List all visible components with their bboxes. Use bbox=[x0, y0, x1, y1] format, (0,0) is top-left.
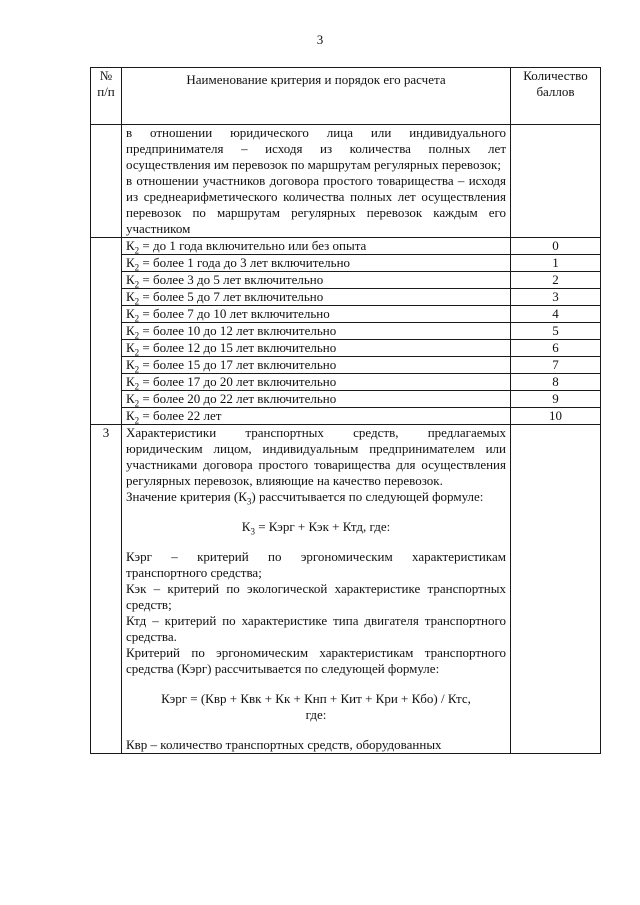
kerg-intro: Критерий по эргономическим характеристикам транспортного средства (Кэрг) рассчитывается по следующей формуле: bbox=[126, 645, 506, 676]
k2-points: 9 bbox=[511, 391, 601, 408]
k2-row bbox=[91, 374, 601, 391]
k2-row bbox=[91, 391, 601, 408]
k2-points: 5 bbox=[511, 323, 601, 340]
k2-row bbox=[91, 272, 601, 289]
k2-criterion: $К_2$ = более 1 года до 3 лет включительно bbox=[122, 255, 511, 272]
k2-points: 7 bbox=[511, 357, 601, 374]
k2-row bbox=[91, 323, 601, 340]
k3-intro: Значение критерия $(К_3)$ рассчитывается по следующей формуле: bbox=[126, 489, 484, 507]
k2-points: 8 bbox=[511, 374, 601, 391]
k2-row bbox=[91, 255, 601, 272]
k2-points: 6 bbox=[511, 340, 601, 357]
k2-row bbox=[91, 357, 601, 374]
continuation-points-cell bbox=[511, 125, 601, 238]
ktd-definition: Ктд – критерий по характеристике типа двигателя транспортного средства. bbox=[126, 613, 506, 644]
kerg-formula: Кэрг = (Квр + Квк + Кк + Кнп + Кит + Кри + Кбо) / Ктс, bbox=[161, 691, 471, 706]
continuation-text-cell bbox=[122, 125, 511, 238]
kerg-definition: Кэрг – критерий по эргономическим характеристикам транспортного средства; bbox=[126, 549, 506, 580]
k2-criterion: $К_2$ = до 1 года включительно или без опыта bbox=[122, 238, 511, 255]
section-3-text-cell bbox=[122, 425, 511, 754]
k2-criterion: $К_2$ = более 7 до 10 лет включительно bbox=[122, 306, 511, 323]
k2-points: 0 bbox=[511, 238, 601, 255]
k2-row bbox=[91, 238, 601, 255]
k2-criterion: $К_2$ = более 3 до 5 лет включительно bbox=[122, 272, 511, 289]
continuation-num-cell bbox=[91, 125, 122, 238]
section-3-row bbox=[91, 425, 601, 754]
k2-points: 4 bbox=[511, 306, 601, 323]
header-num: № п/п bbox=[91, 68, 122, 125]
criteria-table bbox=[90, 67, 601, 754]
k2-criterion: $К_2$ = более 15 до 17 лет включительно bbox=[122, 357, 511, 374]
k2-criterion: $К_2$ = более 20 до 22 лет включительно bbox=[122, 391, 511, 408]
table-header-row bbox=[91, 68, 601, 125]
k2-points: 10 bbox=[511, 408, 601, 425]
page-number: 3 bbox=[316, 32, 324, 47]
continuation-row bbox=[91, 125, 601, 238]
k2-criterion: $К_2$ = более 5 до 7 лет включительно bbox=[122, 289, 511, 306]
k2-row bbox=[91, 340, 601, 357]
header-points: Количество баллов bbox=[511, 68, 601, 125]
k2-row bbox=[91, 408, 601, 425]
k2-points: 1 bbox=[511, 255, 601, 272]
continuation-paragraph-2: в отношении участников договора простого товарищества – исходя из среднеарифметического количества полных лет осуществления перевозок по маршрутам регулярных перевозок каждым его участником bbox=[126, 173, 506, 236]
k2-criterion: $К_2$ = более 22 лет bbox=[122, 408, 511, 425]
k2-points: 2 bbox=[511, 272, 601, 289]
section-3-points-cell bbox=[511, 425, 601, 754]
k2-points: 3 bbox=[511, 289, 601, 306]
k2-criterion: $К_2$ = более 12 до 15 лет включительно bbox=[122, 340, 511, 357]
k2-num-cell bbox=[91, 238, 122, 425]
k3-formula: $К_3$ = Кэрг + Кэк + Ктд, где: bbox=[241, 519, 391, 537]
k2-criterion: $К_2$ = более 17 до 20 лет включительно bbox=[122, 374, 511, 391]
k2-row bbox=[91, 289, 601, 306]
section-3-intro: Характеристики транспортных средств, предлагаемых юридическим лицом, индивидуальным предпринимателем или участниками договора простого товарищества для осуществления регулярных перевозок, влияющие на качество перевозок. bbox=[126, 425, 506, 488]
section-3-number: 3 bbox=[91, 425, 122, 754]
header-name: Наименование критерия и порядок его расчета bbox=[122, 68, 511, 125]
k2-row bbox=[91, 306, 601, 323]
k2-criterion: $К_2$ = более 10 до 12 лет включительно bbox=[122, 323, 511, 340]
continuation-paragraph-1: в отношении юридического лица или индивидуального предпринимателя – исходя из количества полных лет осуществления им перевозок по маршрутам регулярных перевозок; bbox=[126, 125, 506, 172]
kvr-definition: Квр – количество транспортных средств, оборудованных bbox=[126, 737, 442, 752]
kerg-formula-where: где: bbox=[305, 707, 327, 722]
kek-definition: Кэк – критерий по экологической характеристике транспортных средств; bbox=[126, 581, 506, 612]
